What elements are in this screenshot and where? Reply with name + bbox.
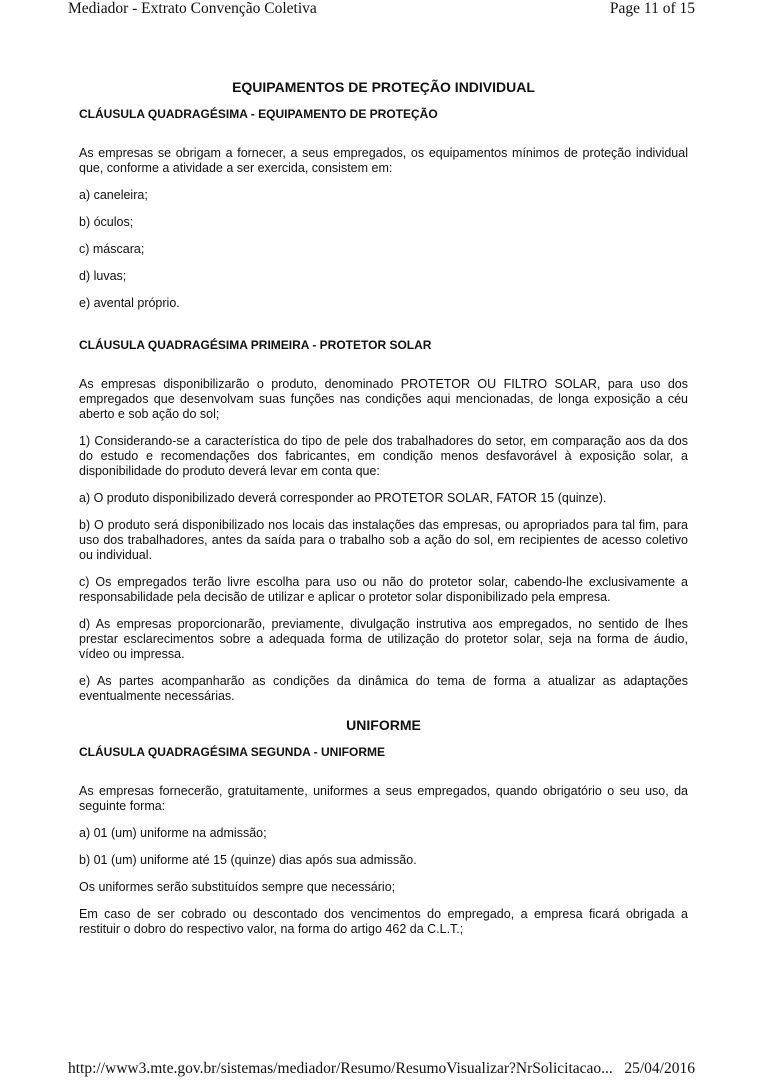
section-title-uniforme: UNIFORME — [346, 717, 421, 733]
clause-41-paragraph: b) O produto será disponibilizado nos locais das instalações das empresas, ou apropriados para tal fim, para uso dos trabalhadores, antes da saída para o trabalho sob a ação do sol, em recipientes de acesso coletivo ou individual. — [79, 518, 688, 562]
clause-40-item: a) caneleira; — [79, 188, 148, 202]
clause-42-paragraph: Os uniformes serão substituídos sempre que necessário; — [79, 880, 396, 894]
clause-heading-41: CLÁUSULA QUADRAGÉSIMA PRIMEIRA - PROTETOR SOLAR — [79, 338, 432, 352]
document-body — [79, 80, 688, 949]
clause-heading-42: CLÁUSULA QUADRAGÉSIMA SEGUNDA - UNIFORME — [79, 745, 385, 759]
clause-42-paragraph: b) 01 (um) uniforme até 15 (quinze) dias após sua admissão. — [79, 853, 417, 867]
clause-41-paragraph: 1) Considerando-se a característica do tipo de pele dos trabalhadores do setor, em comparação aos da dos do estudo e recomendações dos fabricantes, em condição menos desfavorável à exposição solar, a disponibilidade do produto deverá levar em conta que: — [79, 434, 688, 478]
page-header — [68, 0, 695, 26]
footer-url: http://www3.mte.gov.br/sistemas/mediador/Resumo/ResumoVisualizar?NrSolicitacao... — [68, 1060, 613, 1077]
footer-date: 25/04/2016 — [624, 1060, 695, 1077]
clause-41-paragraph: As empresas disponibilizarão o produto, denominado PROTETOR OU FILTRO SOLAR, para uso dos empregados que desenvolvam suas funções nas condições aqui mencionadas, de longa exposição a céu aberto e sob ação do sol; — [79, 377, 688, 421]
clause-40-intro: As empresas se obrigam a fornecer, a seus empregados, os equipamentos mínimos de proteção individual que, conforme a atividade a ser exercida, consistem em: — [79, 146, 688, 175]
clause-41-paragraph: d) As empresas proporcionarão, previamente, divulgação instrutiva aos empregados, no sentido de lhes prestar esclarecimentos sobre a adequada forma de utilização do protetor solar, seja na forma de áudio, vídeo ou impressa. — [79, 617, 688, 661]
clause-41-paragraph: e) As partes acompanharão as condições da dinâmica do tema de forma a atualizar as adaptações eventualmente necessárias. — [79, 674, 688, 703]
clause-41-paragraph: c) Os empregados terão livre escolha para uso ou não do protetor solar, cabendo-lhe exclusivamente a responsabilidade pela decisão de utilizar e aplicar o protetor solar disponibilizado pela empresa. — [79, 575, 688, 604]
clause-heading-40: CLÁUSULA QUADRAGÉSIMA - EQUIPAMENTO DE PROTEÇÃO — [79, 107, 438, 121]
page-footer — [68, 1060, 695, 1080]
clause-40-item: c) máscara; — [79, 242, 145, 256]
clause-42-paragraph: Em caso de ser cobrado ou descontado dos vencimentos do empregado, a empresa ficará obrigada a restituir o dobro do respectivo valor, na forma do artigo 462 da C.L.T.; — [79, 907, 688, 936]
clause-42-paragraph: As empresas fornecerão, gratuitamente, uniformes a seus empregados, quando obrigatório o seu uso, da seguinte forma: — [79, 784, 688, 813]
clause-40-item: d) luvas; — [79, 269, 127, 283]
page-number: Page 11 of 15 — [609, 0, 695, 17]
document-title: Mediador - Extrato Convenção Coletiva — [68, 0, 317, 17]
clause-42-paragraph: a) 01 (um) uniforme na admissão; — [79, 826, 267, 840]
section-title-epi: EQUIPAMENTOS DE PROTEÇÃO INDIVIDUAL — [232, 79, 535, 95]
clause-40-item: b) óculos; — [79, 215, 134, 229]
clause-40-item: e) avental próprio. — [79, 296, 180, 310]
clause-41-paragraph: a) O produto disponibilizado deverá corresponder ao PROTETOR SOLAR, FATOR 15 (quinze). — [79, 491, 607, 505]
